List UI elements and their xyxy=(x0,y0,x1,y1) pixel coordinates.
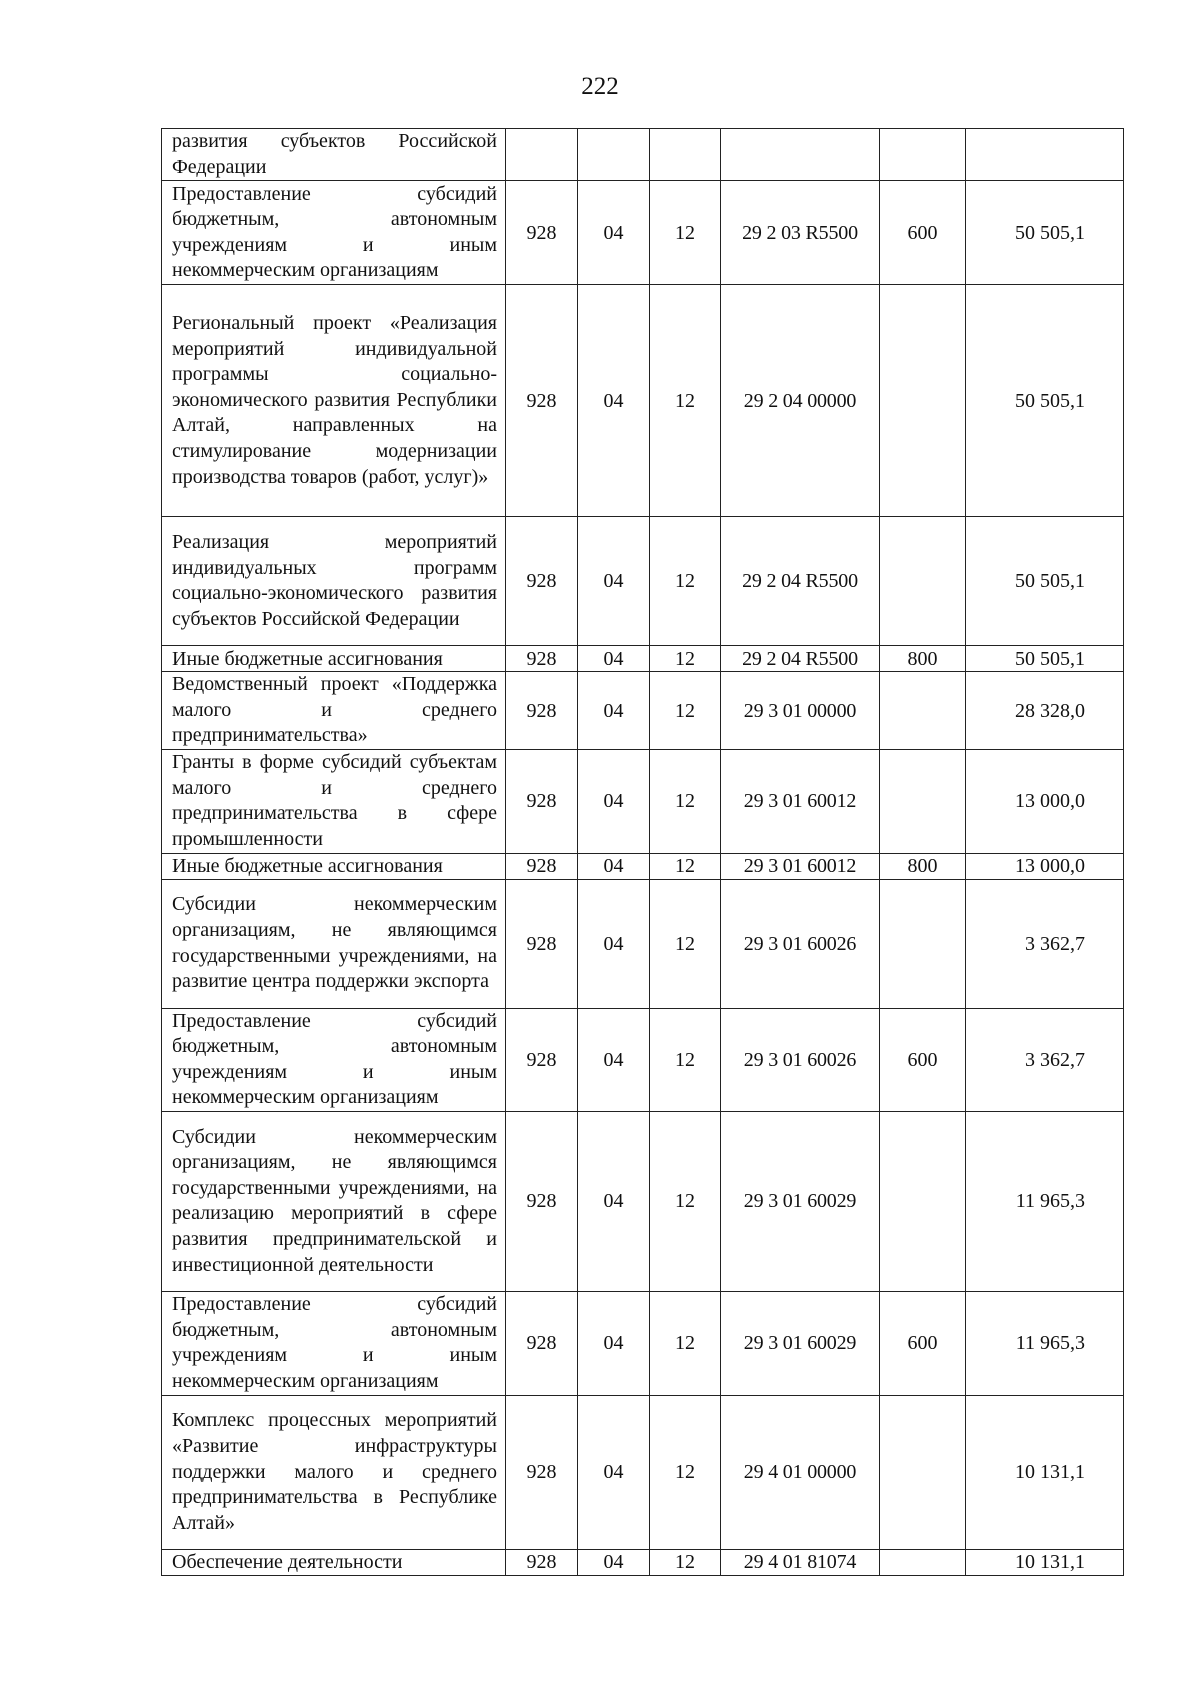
row-subsection: 12 xyxy=(650,879,721,1008)
row-subsection: 12 xyxy=(650,646,721,672)
row-amount: 10 131,1 xyxy=(966,1549,1124,1575)
row-target: 29 4 01 81074 xyxy=(721,1549,880,1575)
row-target: 29 3 01 60026 xyxy=(721,1008,880,1111)
row-subsection: 12 xyxy=(650,1291,721,1395)
row-target: 29 3 01 60026 xyxy=(721,879,880,1008)
row-target: 29 2 04 R5500 xyxy=(721,517,880,646)
row-name: Ведомственный проект «Поддержка малого и среднего предпринимательства» xyxy=(162,672,506,750)
row-subsection: 12 xyxy=(650,853,721,879)
row-target: 29 3 01 60012 xyxy=(721,853,880,879)
row-adm: 928 xyxy=(506,853,578,879)
row-type xyxy=(880,879,966,1008)
row-adm: 928 xyxy=(506,1291,578,1395)
row-adm: 928 xyxy=(506,750,578,853)
table-row xyxy=(162,1008,1124,1111)
row-target: 29 2 04 00000 xyxy=(721,285,880,517)
row-subsection: 12 xyxy=(650,1008,721,1111)
row-subsection: 12 xyxy=(650,672,721,750)
row-name: Гранты в форме субсидий субъектам малого и среднего предпринимательства в сфере промышленности xyxy=(162,750,506,853)
row-amount: 13 000,0 xyxy=(966,853,1124,879)
row-amount xyxy=(966,129,1124,181)
row-subsection: 12 xyxy=(650,1395,721,1549)
row-subsection: 12 xyxy=(650,285,721,517)
row-adm: 928 xyxy=(506,1395,578,1549)
row-subsection: 12 xyxy=(650,181,721,285)
row-target: 29 4 01 00000 xyxy=(721,1395,880,1549)
row-adm: 928 xyxy=(506,517,578,646)
row-type xyxy=(880,285,966,517)
row-name: Комплекс процессных мероприятий «Развитие инфраструктуры поддержки малого и среднего предпринимательства в Республике Алтай» xyxy=(162,1395,506,1549)
row-type: 800 xyxy=(880,646,966,672)
row-section: 04 xyxy=(578,672,650,750)
page-number: 222 xyxy=(581,73,619,100)
row-section: 04 xyxy=(578,879,650,1008)
budget-table xyxy=(161,128,1124,1576)
row-section: 04 xyxy=(578,1395,650,1549)
table-row xyxy=(162,750,1124,853)
row-section: 04 xyxy=(578,646,650,672)
row-type: 800 xyxy=(880,853,966,879)
table-row xyxy=(162,646,1124,672)
row-section: 04 xyxy=(578,181,650,285)
table-row xyxy=(162,879,1124,1008)
row-target: 29 2 03 R5500 xyxy=(721,181,880,285)
row-type xyxy=(880,750,966,853)
row-section: 04 xyxy=(578,1549,650,1575)
row-type xyxy=(880,1111,966,1291)
row-amount: 10 131,1 xyxy=(966,1395,1124,1549)
row-name: Региональный проект «Реализация мероприятий индивидуальной программы социально-экономического развития Республики Алтай, направленных на стимулирование модернизации производства товаров (работ, услуг)» xyxy=(162,285,506,517)
row-adm: 928 xyxy=(506,1111,578,1291)
table-row xyxy=(162,181,1124,285)
row-section: 04 xyxy=(578,1111,650,1291)
row-name: Субсидии некоммерческим организациям, не являющимся государственными учреждениями, на реализацию мероприятий в сфере развития предпринимательской и инвестиционной деятельности xyxy=(162,1111,506,1291)
row-amount: 50 505,1 xyxy=(966,517,1124,646)
row-subsection: 12 xyxy=(650,1549,721,1575)
row-section xyxy=(578,129,650,181)
row-amount: 50 505,1 xyxy=(966,646,1124,672)
row-type: 600 xyxy=(880,181,966,285)
row-subsection xyxy=(650,129,721,181)
row-name: Иные бюджетные ассигнования xyxy=(162,646,506,672)
row-adm: 928 xyxy=(506,1549,578,1575)
row-type xyxy=(880,517,966,646)
row-name: Реализация мероприятий индивидуальных программ социально-экономического развития субъектов Российской Федерации xyxy=(162,517,506,646)
row-type xyxy=(880,672,966,750)
table-row xyxy=(162,1549,1124,1575)
row-section: 04 xyxy=(578,1008,650,1111)
row-name: Предоставление субсидий бюджетным, автономным учреждениям и иным некоммерческим организациям xyxy=(162,1291,506,1395)
row-amount: 13 000,0 xyxy=(966,750,1124,853)
row-type xyxy=(880,1549,966,1575)
row-name: Иные бюджетные ассигнования xyxy=(162,853,506,879)
row-subsection: 12 xyxy=(650,1111,721,1291)
row-target: 29 3 01 60029 xyxy=(721,1111,880,1291)
table-row xyxy=(162,129,1124,181)
row-amount: 50 505,1 xyxy=(966,285,1124,517)
row-amount: 50 505,1 xyxy=(966,181,1124,285)
row-section: 04 xyxy=(578,750,650,853)
table-row xyxy=(162,672,1124,750)
row-section: 04 xyxy=(578,517,650,646)
table-row xyxy=(162,1291,1124,1395)
row-adm: 928 xyxy=(506,1008,578,1111)
row-adm: 928 xyxy=(506,181,578,285)
table-row xyxy=(162,285,1124,517)
row-subsection: 12 xyxy=(650,517,721,646)
row-target xyxy=(721,129,880,181)
row-type: 600 xyxy=(880,1008,966,1111)
row-subsection: 12 xyxy=(650,750,721,853)
row-amount: 3 362,7 xyxy=(966,1008,1124,1111)
row-adm: 928 xyxy=(506,646,578,672)
table-row xyxy=(162,1395,1124,1549)
table-row xyxy=(162,1111,1124,1291)
row-name: Предоставление субсидий бюджетным, автономным учреждениям и иным некоммерческим организациям xyxy=(162,1008,506,1111)
row-target: 29 3 01 00000 xyxy=(721,672,880,750)
row-adm: 928 xyxy=(506,879,578,1008)
table-row xyxy=(162,517,1124,646)
row-name: развития субъектов Российской Федерации xyxy=(162,129,506,181)
row-adm xyxy=(506,129,578,181)
row-section: 04 xyxy=(578,1291,650,1395)
row-type xyxy=(880,1395,966,1549)
row-name: Обеспечение деятельности xyxy=(162,1549,506,1575)
row-name: Субсидии некоммерческим организациям, не являющимся государственными учреждениями, на развитие центра поддержки экспорта xyxy=(162,879,506,1008)
row-adm: 928 xyxy=(506,285,578,517)
row-target: 29 3 01 60012 xyxy=(721,750,880,853)
row-type: 600 xyxy=(880,1291,966,1395)
row-adm: 928 xyxy=(506,672,578,750)
row-amount: 28 328,0 xyxy=(966,672,1124,750)
row-amount: 3 362,7 xyxy=(966,879,1124,1008)
row-section: 04 xyxy=(578,285,650,517)
row-target: 29 3 01 60029 xyxy=(721,1291,880,1395)
row-type xyxy=(880,129,966,181)
row-name: Предоставление субсидий бюджетным, автономным учреждениям и иным некоммерческим организациям xyxy=(162,181,506,285)
row-amount: 11 965,3 xyxy=(966,1111,1124,1291)
row-section: 04 xyxy=(578,853,650,879)
table-row xyxy=(162,853,1124,879)
row-amount: 11 965,3 xyxy=(966,1291,1124,1395)
row-target: 29 2 04 R5500 xyxy=(721,646,880,672)
